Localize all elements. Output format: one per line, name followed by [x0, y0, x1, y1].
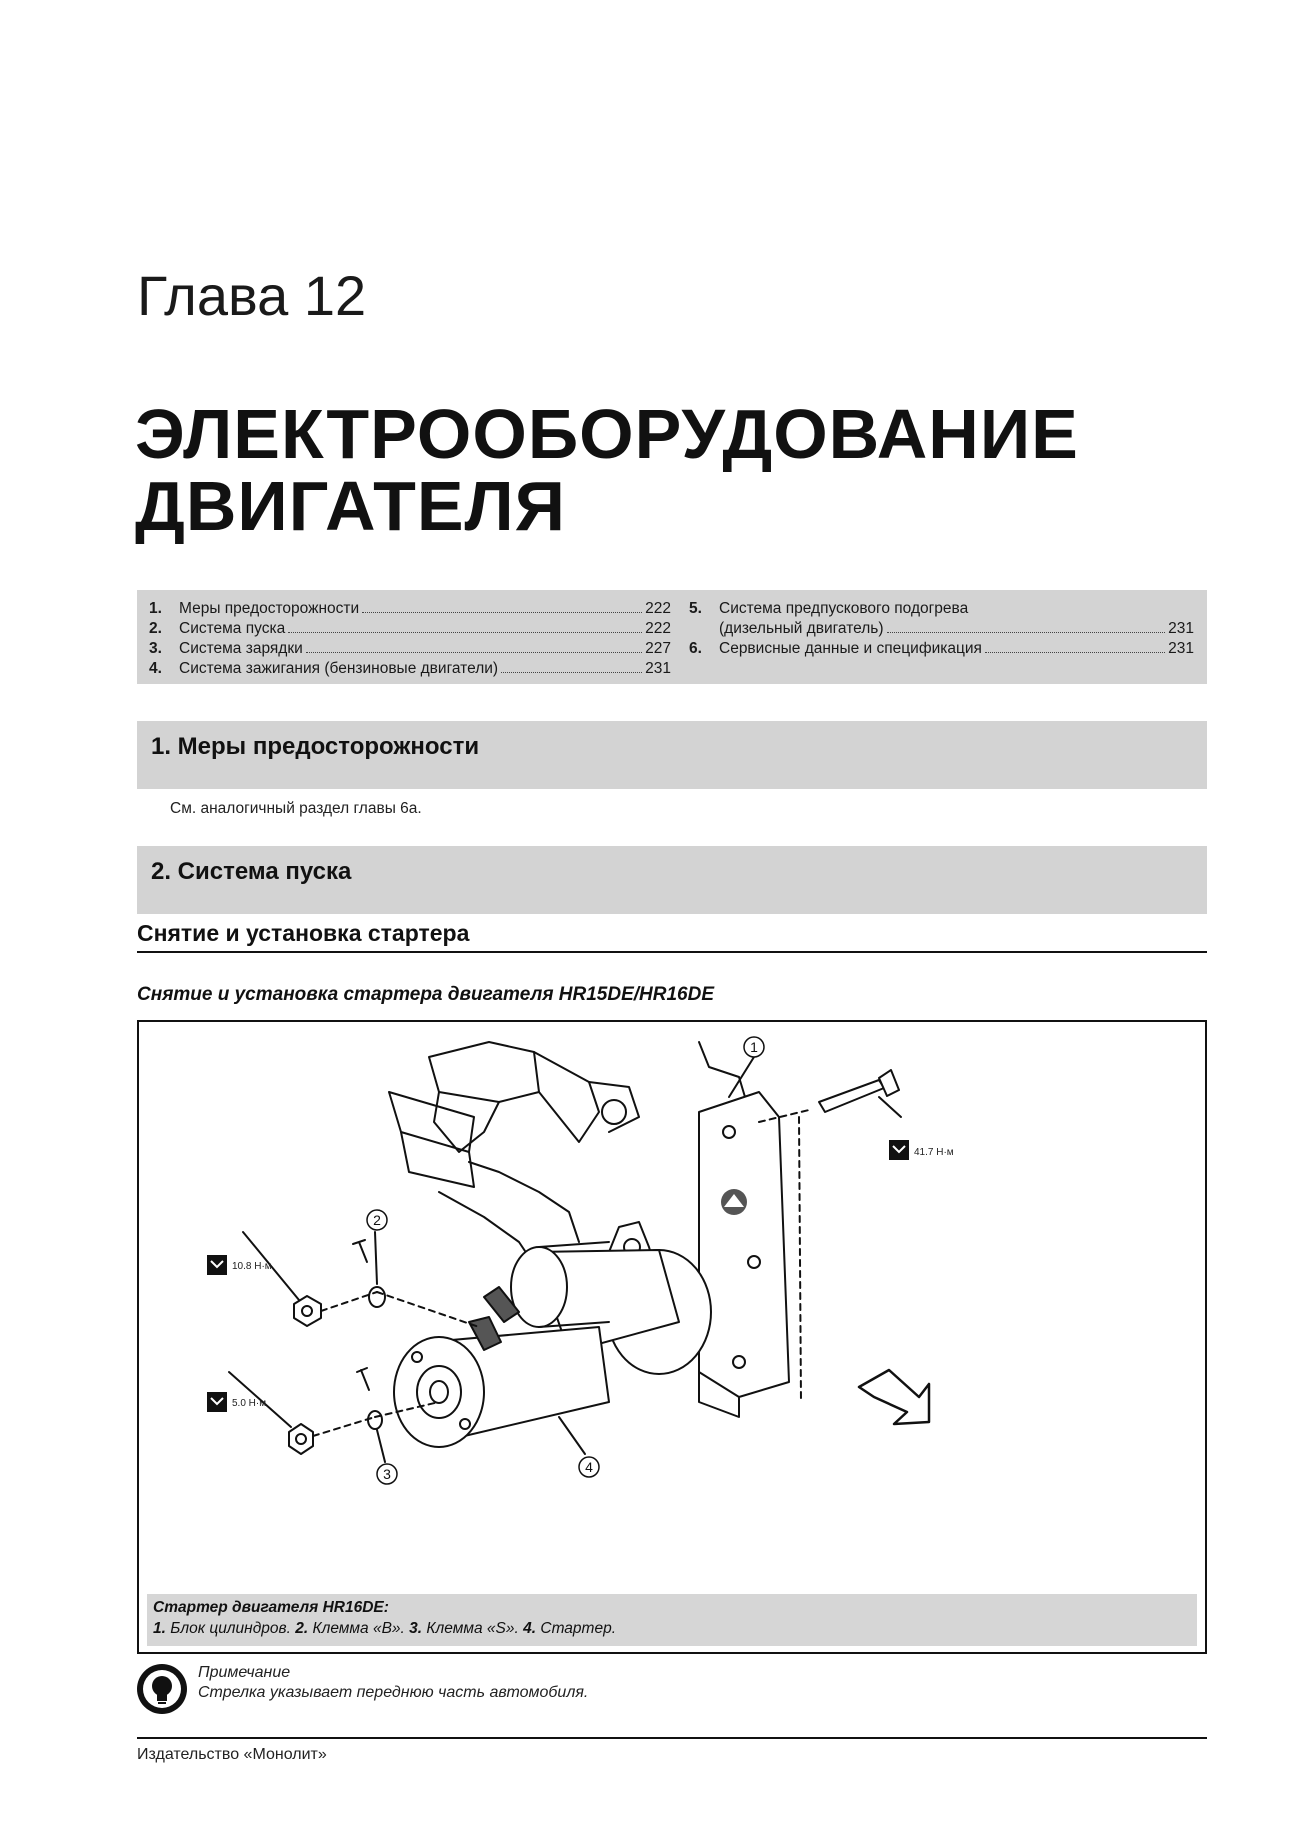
contents-item-number: 5. [689, 600, 702, 617]
caption-title: Стартер двигателя HR16DE: [153, 1599, 389, 1616]
contents-item[interactable] [689, 599, 1194, 619]
contents-leader-dots [501, 672, 642, 673]
svg-text:3: 3 [383, 1466, 391, 1482]
terminal-b-washer [369, 1287, 385, 1307]
chapter-title-line2: ДВИГАТЕЛЯ [135, 467, 566, 545]
terminal-s-washer [368, 1411, 382, 1429]
contents-item-title: (дизельный двигатель) [719, 620, 884, 637]
subsection-heading: Снятие и установка стартера [137, 920, 470, 946]
svg-text:1: 1 [750, 1039, 758, 1055]
publisher-footer: Издательство «Монолит» [137, 1746, 327, 1763]
caption-item-text: Клемма «B». [312, 1620, 405, 1637]
caption-item-number: 4. [523, 1620, 537, 1637]
contents-item-number: 2. [149, 620, 162, 637]
contents-item-page: 231 [1168, 620, 1194, 637]
contents-item-page: 231 [645, 660, 671, 677]
contents-item[interactable] [149, 599, 671, 619]
caption-item-text: Блок цилиндров. [170, 1620, 291, 1637]
contents-item[interactable] [689, 619, 1194, 639]
repair-logo-mark [721, 1189, 747, 1215]
contents-item-number: 3. [149, 640, 162, 657]
torque-label-bolt [889, 1140, 954, 1160]
contents-column-left [149, 599, 671, 679]
chapter-contents [137, 590, 1207, 684]
section-title: 2. Система пуска [151, 858, 352, 885]
contents-item-title: Меры предосторожности [179, 600, 360, 617]
contents-leader-dots [887, 632, 1166, 633]
torque-wrench-icon [889, 1140, 909, 1160]
contents-item-page: 231 [1168, 640, 1194, 657]
torque-wrench-icon [207, 1392, 227, 1412]
terminal-s-nut [289, 1424, 313, 1454]
footer-rule [137, 1737, 1207, 1739]
svg-text:2: 2 [373, 1212, 381, 1228]
caption-item-number: 3. [409, 1620, 423, 1637]
contents-item[interactable] [149, 659, 671, 679]
mounting-bolt [819, 1080, 884, 1112]
callout-2 [367, 1210, 387, 1230]
callout-1 [744, 1037, 764, 1057]
svg-text:4: 4 [585, 1459, 593, 1475]
contents-item-page: 227 [645, 640, 671, 657]
chapter-title [135, 395, 1079, 545]
contents-item-title: Система зажигания (бензиновые двигатели) [179, 660, 499, 677]
torque-label-nut-s [207, 1392, 266, 1412]
contents-item-title: Система пуска [179, 620, 286, 637]
terminal-b-nut [294, 1296, 321, 1326]
contents-item-number: 1. [149, 600, 162, 617]
subsection-rule [137, 951, 1207, 953]
engine-part-outline [389, 1092, 474, 1152]
svg-text:41.7 Н·м: 41.7 Н·м [914, 1147, 954, 1158]
svg-text:10.8 Н·м: 10.8 Н·м [232, 1261, 272, 1272]
callout-4 [579, 1457, 599, 1477]
starter-illustration [139, 1022, 1205, 1652]
engine-part-outline [429, 1042, 539, 1102]
cylinder-block-flange [699, 1092, 789, 1397]
front-direction-arrow [859, 1370, 929, 1424]
caption-item-text: Стартер. [540, 1620, 617, 1637]
lightbulb-icon [137, 1664, 187, 1714]
contents-leader-dots [362, 612, 642, 613]
contents-item[interactable] [689, 639, 1194, 659]
callout-3 [377, 1464, 397, 1484]
contents-item-title: Система предпускового подогрева [719, 600, 969, 617]
caption-item-number: 1. [153, 1620, 166, 1637]
contents-item-title: Система зарядки [179, 640, 303, 657]
caption-item-text: Клемма «S». [426, 1620, 519, 1637]
contents-item-number: 4. [149, 660, 162, 677]
solenoid-end [511, 1247, 567, 1327]
contents-item[interactable] [149, 639, 671, 659]
section-header-precautions [137, 721, 1207, 789]
note-text: Стрелка указывает переднюю часть автомобиля. [198, 1684, 589, 1701]
contents-leader-dots [306, 652, 642, 653]
torque-label-nut-b [207, 1255, 272, 1275]
svg-text:5.0 Н·м: 5.0 Н·м [232, 1398, 267, 1409]
contents-leader-dots [985, 652, 1165, 653]
caption-items [153, 1620, 616, 1638]
contents-item-page: 222 [645, 620, 671, 637]
chapter-label: Глава 12 [137, 264, 367, 327]
section-header-starting-system [137, 846, 1207, 914]
contents-item[interactable] [149, 619, 671, 639]
chapter-title-line1: ЭЛЕКТРООБОРУДОВАНИЕ [135, 395, 1079, 473]
torque-wrench-icon [207, 1255, 227, 1275]
section-title: 1. Меры предосторожности [151, 733, 480, 760]
figure-title: Снятие и установка стартера двигателя HR15DE/HR16DE [137, 984, 715, 1005]
note-heading: Примечание [198, 1664, 291, 1681]
contents-item-number: 6. [689, 640, 702, 657]
section-body-text: См. аналогичный раздел главы 6а. [170, 800, 422, 817]
contents-column-right [689, 599, 1194, 659]
starter-figure [137, 1020, 1207, 1654]
figure-caption [147, 1594, 1197, 1646]
contents-item-page: 222 [645, 600, 671, 617]
caption-item-number: 2. [295, 1620, 309, 1637]
contents-leader-dots [288, 632, 642, 633]
contents-item-title: Сервисные данные и спецификация [719, 640, 982, 657]
